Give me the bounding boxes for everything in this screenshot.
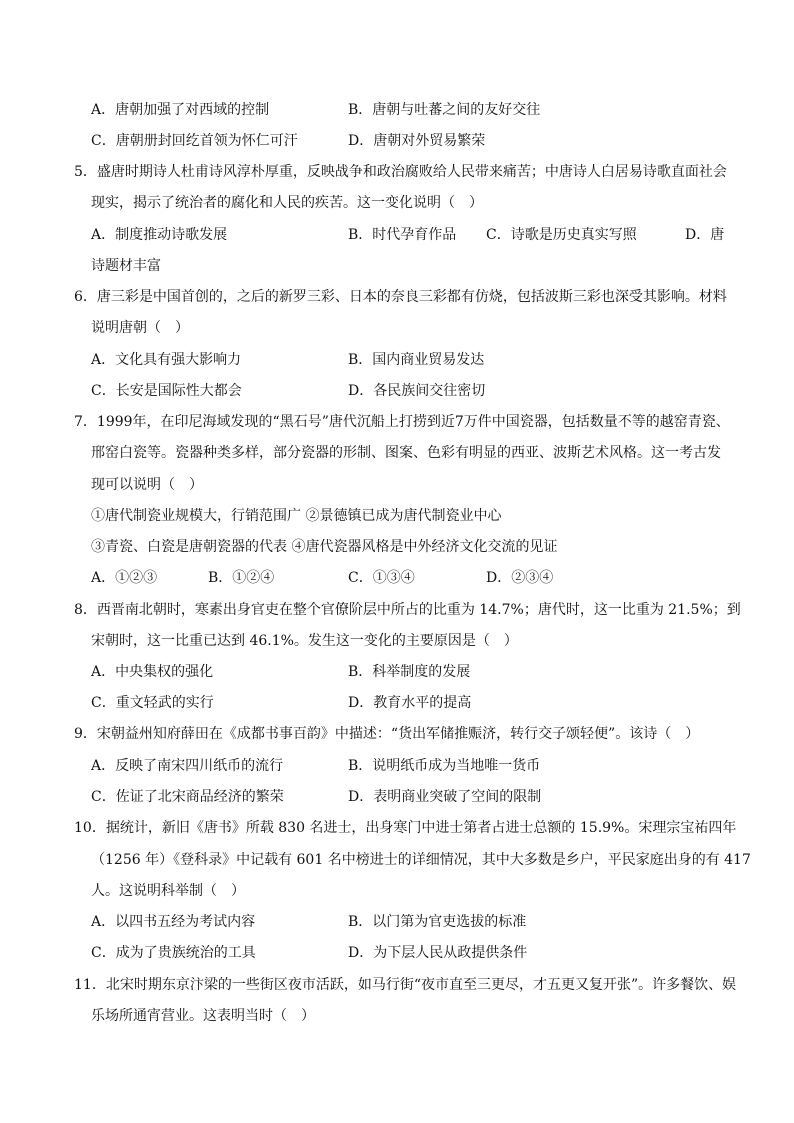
q4-option-c: C．唐朝册封回纥首领为怀仁可汗 <box>91 133 298 149</box>
q5-option-c: C．诗歌是历史真实写照 <box>486 227 637 243</box>
q7-statements: ③青瓷、白瓷是唐朝瓷器的代表 ④唐代瓷器风格是中外经济文化交流的见证 <box>91 539 558 555</box>
q4-option-a: A．唐朝加强了对西域的控制 <box>91 102 270 118</box>
q10-stem: （1256 年）《登科录》中记载有 601 名中榜进士的详细情况，其中大多数是乡户，平民家庭出身的有 417 <box>91 852 751 868</box>
q6-option-d: D．各民族间交往密切 <box>348 383 486 399</box>
q5-option-b: B．时代孕育作品 <box>348 227 457 243</box>
q4-option-d: D．唐朝对外贸易繁荣 <box>348 133 486 149</box>
q6-option-a: A．文化具有强大影响力 <box>91 352 242 368</box>
q9-option-b: B．说明纸币成为当地唯一货币 <box>348 758 541 774</box>
q5-option-d: D．唐 <box>685 227 725 243</box>
q10-stem: 人。这说明科举制（ ） <box>91 883 245 899</box>
q9-stem: 9．宋朝益州知府薛田在《成都书事百韵》中描述：“货出军储推赈济，转行交子颂轻便”。该诗（ ） <box>74 726 700 742</box>
q7-option-d: D．②③④ <box>486 570 554 586</box>
q7-statements: ①唐代制瓷业规模大，行销范围广 ②景德镇已成为唐代制瓷业中心 <box>91 508 502 524</box>
q7-option-a: A．①②③ <box>91 570 158 586</box>
q7-stem: 7．1999年，在印尼海域发现的“黑石号”唐代沉船上打捞到近7万件中国瓷器，包括数量不等的越窑青瓷、 <box>74 414 730 430</box>
q8-option-d: D．教育水平的提高 <box>348 695 472 711</box>
q10-option-c: C．成为了贵族统治的工具 <box>91 945 256 961</box>
q6-stem: 说明唐朝（ ） <box>91 320 189 336</box>
q5-stem: 5．盛唐时期诗人杜甫诗风淳朴厚重，反映战争和政治腐败给人民带来痛苦；中唐诗人白居易诗歌直面社会 <box>74 164 727 180</box>
q8-option-a: A．中央集权的强化 <box>91 664 214 680</box>
q9-option-c: C．佐证了北宋商品经济的繁荣 <box>91 789 284 805</box>
q10-option-d: D．为下层人民从政提供条件 <box>348 945 528 961</box>
q10-option-a: A．以四书五经为考试内容 <box>91 914 256 930</box>
q11-stem: 11．北宋时期东京汴梁的一些街区夜市活跃，如马行街“夜市直至三更尽，才五更又复开张”。许多餐饮、娱 <box>74 977 737 993</box>
q8-stem: 宋朝时，这一比重已达到 46.1%。发生这一变化的主要原因是（ ） <box>91 633 518 649</box>
q7-stem: 现可以说明（ ） <box>91 477 203 493</box>
q8-option-c: C．重文轻武的实行 <box>91 695 214 711</box>
q5-option-d-wrap: 诗题材丰富 <box>91 258 161 274</box>
q10-stem: 10．据统计，新旧《唐书》所载 830 名进士，出身寒门中进士第者占进士总额的 15.9%。宋理宗宝祐四年 <box>74 820 737 836</box>
q9-option-a: A．反映了南宋四川纸币的流行 <box>91 758 284 774</box>
q7-option-b: B．①②④ <box>208 570 275 586</box>
q10-option-b: B．以门第为官吏选拔的标准 <box>348 914 527 930</box>
q6-stem: 6．唐三彩是中国首创的，之后的新罗三彩、日本的奈良三彩都有仿烧，包括波斯三彩也深受其影响。材料 <box>74 289 727 305</box>
q8-option-b: B．科举制度的发展 <box>348 664 471 680</box>
q7-option-c: C．①③④ <box>348 570 415 586</box>
q8-stem: 8．西晋南北朝时，寒素出身官吏在整个官僚阶层中所占的比重为 14.7%；唐代时，这一比重为 21.5%；到 <box>74 602 741 618</box>
q11-stem: 乐场所通宵营业。这表明当时（ ） <box>91 1008 315 1024</box>
q7-stem: 邢窑白瓷等。瓷器种类多样，部分瓷器的形制、图案、色彩有明显的西亚、波斯艺术风格。这一考古发 <box>91 445 721 461</box>
q4-option-b: B．唐朝与吐蕃之间的友好交往 <box>348 102 541 118</box>
q6-option-c: C．长安是国际性大都会 <box>91 383 242 399</box>
q6-option-b: B．国内商业贸易发达 <box>348 352 485 368</box>
q5-option-a: A．制度推动诗歌发展 <box>91 227 228 243</box>
q5-stem: 现实，揭示了统治者的腐化和人民的疾苦。这一变化说明（ ） <box>91 195 483 211</box>
q9-option-d: D．表明商业突破了空间的限制 <box>348 789 542 805</box>
